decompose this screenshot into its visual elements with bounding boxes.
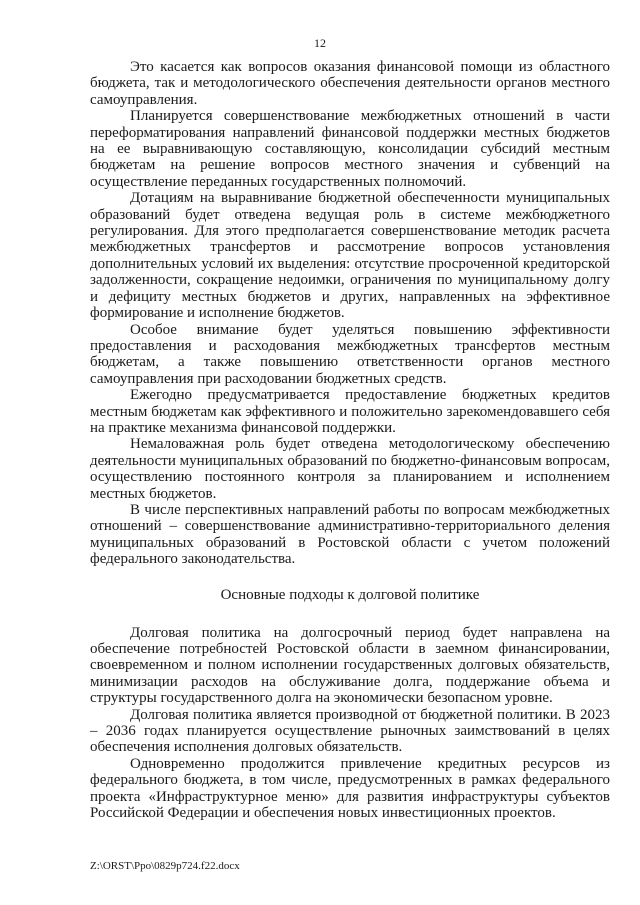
paragraph: Планируется совершенствование межбюджетных отношений в части переформатирования направлений финансовой поддержки местных бюджетов на ее выравнивающую составляющую, консолидации субсидий местным бюджетам на решение вопросов местного значения и субвенций на осуществление переданных государственных полномочий. [90, 108, 610, 190]
file-path-footer: Z:\ORST\Ppo\0829p724.f22.docx [90, 860, 240, 872]
paragraph: Одновременно продолжится привлечение кредитных ресурсов из федерального бюджета, в том числе, предусмотренных в рамках федерального проекта «Инфраструктурное меню» для развития инфраструктуры субъектов Российской Федерации и обеспечения новых инвестиционных проектов. [90, 755, 610, 822]
paragraph: Ежегодно предусматривается предоставление бюджетных кредитов местным бюджетам как эффективного и положительно зарекомендовавшего себя на практике механизма финансовой поддержки. [90, 387, 610, 436]
paragraph: Дотациям на выравнивание бюджетной обеспеченности муниципальных образований будет отведена ведущая роль в системе межбюджетного регулирования. Для этого предполагается совершенствование методик расчета межбюджетных трансфертов и рассмотрение вопросов установления дополнительных условий их выделения: отсутствие просроченной кредиторской задолженности, сокращение недоимки, ограничения по муниципальному долгу и дефициту местных бюджетов и других, направленных на эффективное формирование и исполнение бюджетов. [90, 190, 610, 322]
paragraph: Немаловажная роль будет отведена методологическому обеспечению деятельности муниципальных образований по бюджетно-финансовым вопросам, осуществлению постоянного контроля за планированием и исполнением местных бюджетов. [90, 436, 610, 502]
paragraph: Долговая политика является производной от бюджетной политики. В 2023 – 2036 годах планируется осуществление рыночных заимствований в целях обеспечения исполнения долговых обязательств. [90, 706, 610, 756]
section-heading: Основные подходы к долговой политике [220, 586, 480, 603]
paragraph: В числе перспективных направлений работы по вопросам межбюджетных отношений – совершенствование административно-территориального деления муниципальных образований в Ростовской области с учетом положений федерального законодательства. [90, 501, 610, 568]
page-number: 12 [314, 36, 326, 50]
paragraph: Особое внимание будет уделяться повышению эффективности предоставления и расходования межбюджетных трансфертов местным бюджетам, а также повышению ответственности органов местного самоуправления при расходовании бюджетных средств. [90, 321, 610, 387]
document-body [90, 59, 610, 821]
paragraph: Это касается как вопросов оказания финансовой помощи из областного бюджета, так и методологического обеспечения деятельности органов местного самоуправления. [90, 59, 610, 108]
paragraph: Долговая политика на долгосрочный период будет направлена на обеспечение потребностей Ростовской области в заемном финансировании, своевременном и полном исполнении государственных долговых обязательств, минимизации расходов на обслуживание долга, поддержание объема и структуры государственного долга на экономически безопасном уровне. [90, 624, 610, 707]
